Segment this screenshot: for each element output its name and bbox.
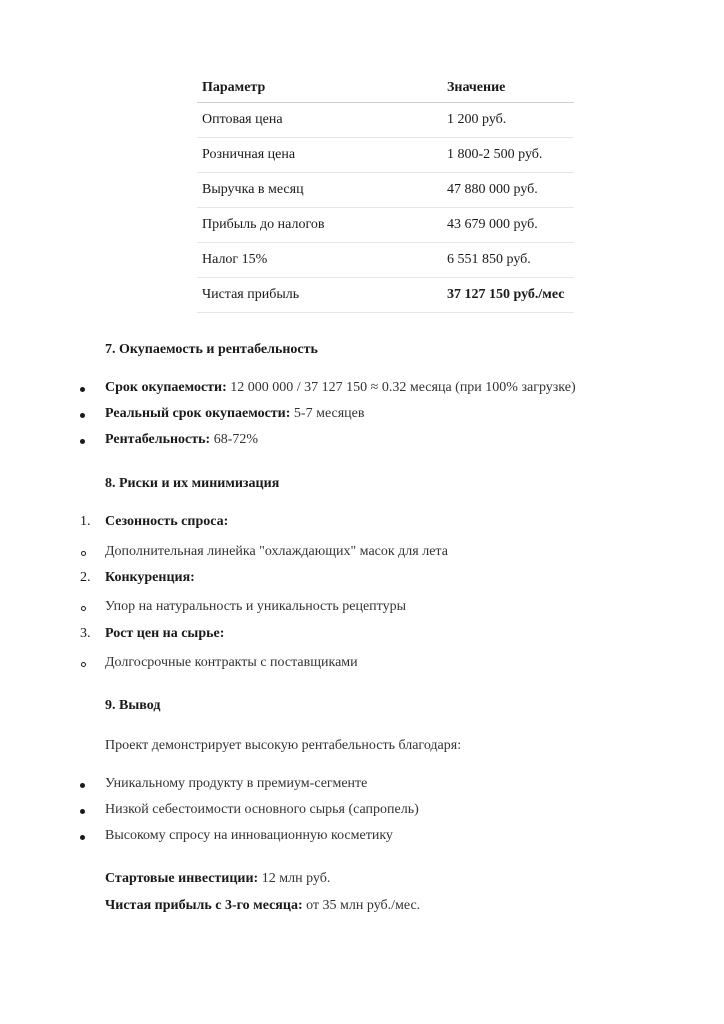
column-header: Значение (442, 74, 574, 103)
list-item: Рентабельность: 68-72% (105, 432, 259, 447)
risk-mitigation: Долгосрочные контракты с поставщиками (105, 655, 358, 670)
list-number: 3. (80, 626, 91, 641)
parameter-cell: Налог 15% (197, 243, 442, 278)
list-number: 1. (80, 514, 91, 529)
value-cell: 6 551 850 руб. (442, 243, 574, 278)
table-row (197, 208, 574, 243)
bullet-icon (80, 783, 85, 788)
risk-mitigation: Дополнительная линейка "охлаждающих" масок для лета (105, 544, 448, 559)
value-cell: 1 200 руб. (442, 103, 574, 138)
list-item: Срок окупаемости: 12 000 000 / 37 127 150 ≈ 0.32 месяца (при 100% загрузке) (105, 380, 576, 395)
table-row (197, 278, 574, 313)
table-row (197, 243, 574, 278)
risk-mitigation: Упор на натуральность и уникальность рецептуры (105, 599, 407, 614)
circle-bullet-icon (81, 551, 86, 556)
financial-parameters-table (197, 74, 574, 313)
table-row (197, 173, 574, 208)
list-number: 2. (80, 570, 91, 585)
conclusion-intro: Проект демонстрирует высокую рентабельность благодаря: (105, 738, 462, 753)
circle-bullet-icon (81, 606, 86, 611)
bullet-icon (80, 835, 85, 840)
parameter-cell: Чистая прибыль (197, 278, 442, 313)
section-8-heading: 8. Риски и их минимизация (105, 476, 280, 491)
list-item: Реальный срок окупаемости: 5-7 месяцев (105, 406, 365, 421)
list-item: Уникальному продукту в премиум-сегменте (105, 776, 368, 791)
risk-title: Сезонность спроса: (105, 514, 229, 529)
value-cell: 1 800-2 500 руб. (442, 138, 574, 173)
table-row (197, 138, 574, 173)
value-cell: 47 880 000 руб. (442, 173, 574, 208)
starting-investment: Стартовые инвестиции: 12 млн руб. (105, 871, 331, 886)
table-row (197, 103, 574, 138)
risk-title: Рост цен на сырье: (105, 626, 225, 641)
bullet-icon (80, 413, 85, 418)
risk-title: Конкуренция: (105, 570, 195, 585)
parameter-cell: Прибыль до налогов (197, 208, 442, 243)
list-item: Высокому спросу на инновационную косметику (105, 828, 393, 843)
column-header: Параметр (197, 74, 442, 103)
value-cell: 43 679 000 руб. (442, 208, 574, 243)
bullet-icon (80, 809, 85, 814)
circle-bullet-icon (81, 662, 86, 667)
net-profit-summary: Чистая прибыль с 3-го месяца: от 35 млн руб./мес. (105, 898, 421, 913)
section-7-heading: 7. Окупаемость и рентабельность (105, 342, 318, 357)
table-header-row (197, 74, 574, 103)
bullet-icon (80, 387, 85, 392)
parameter-cell: Розничная цена (197, 138, 442, 173)
bullet-icon (80, 439, 85, 444)
list-item: Низкой себестоимости основного сырья (сапропель) (105, 802, 419, 817)
value-cell: 37 127 150 руб./мес (442, 278, 574, 313)
parameter-cell: Оптовая цена (197, 103, 442, 138)
parameter-cell: Выручка в месяц (197, 173, 442, 208)
section-9-heading: 9. Вывод (105, 698, 161, 713)
